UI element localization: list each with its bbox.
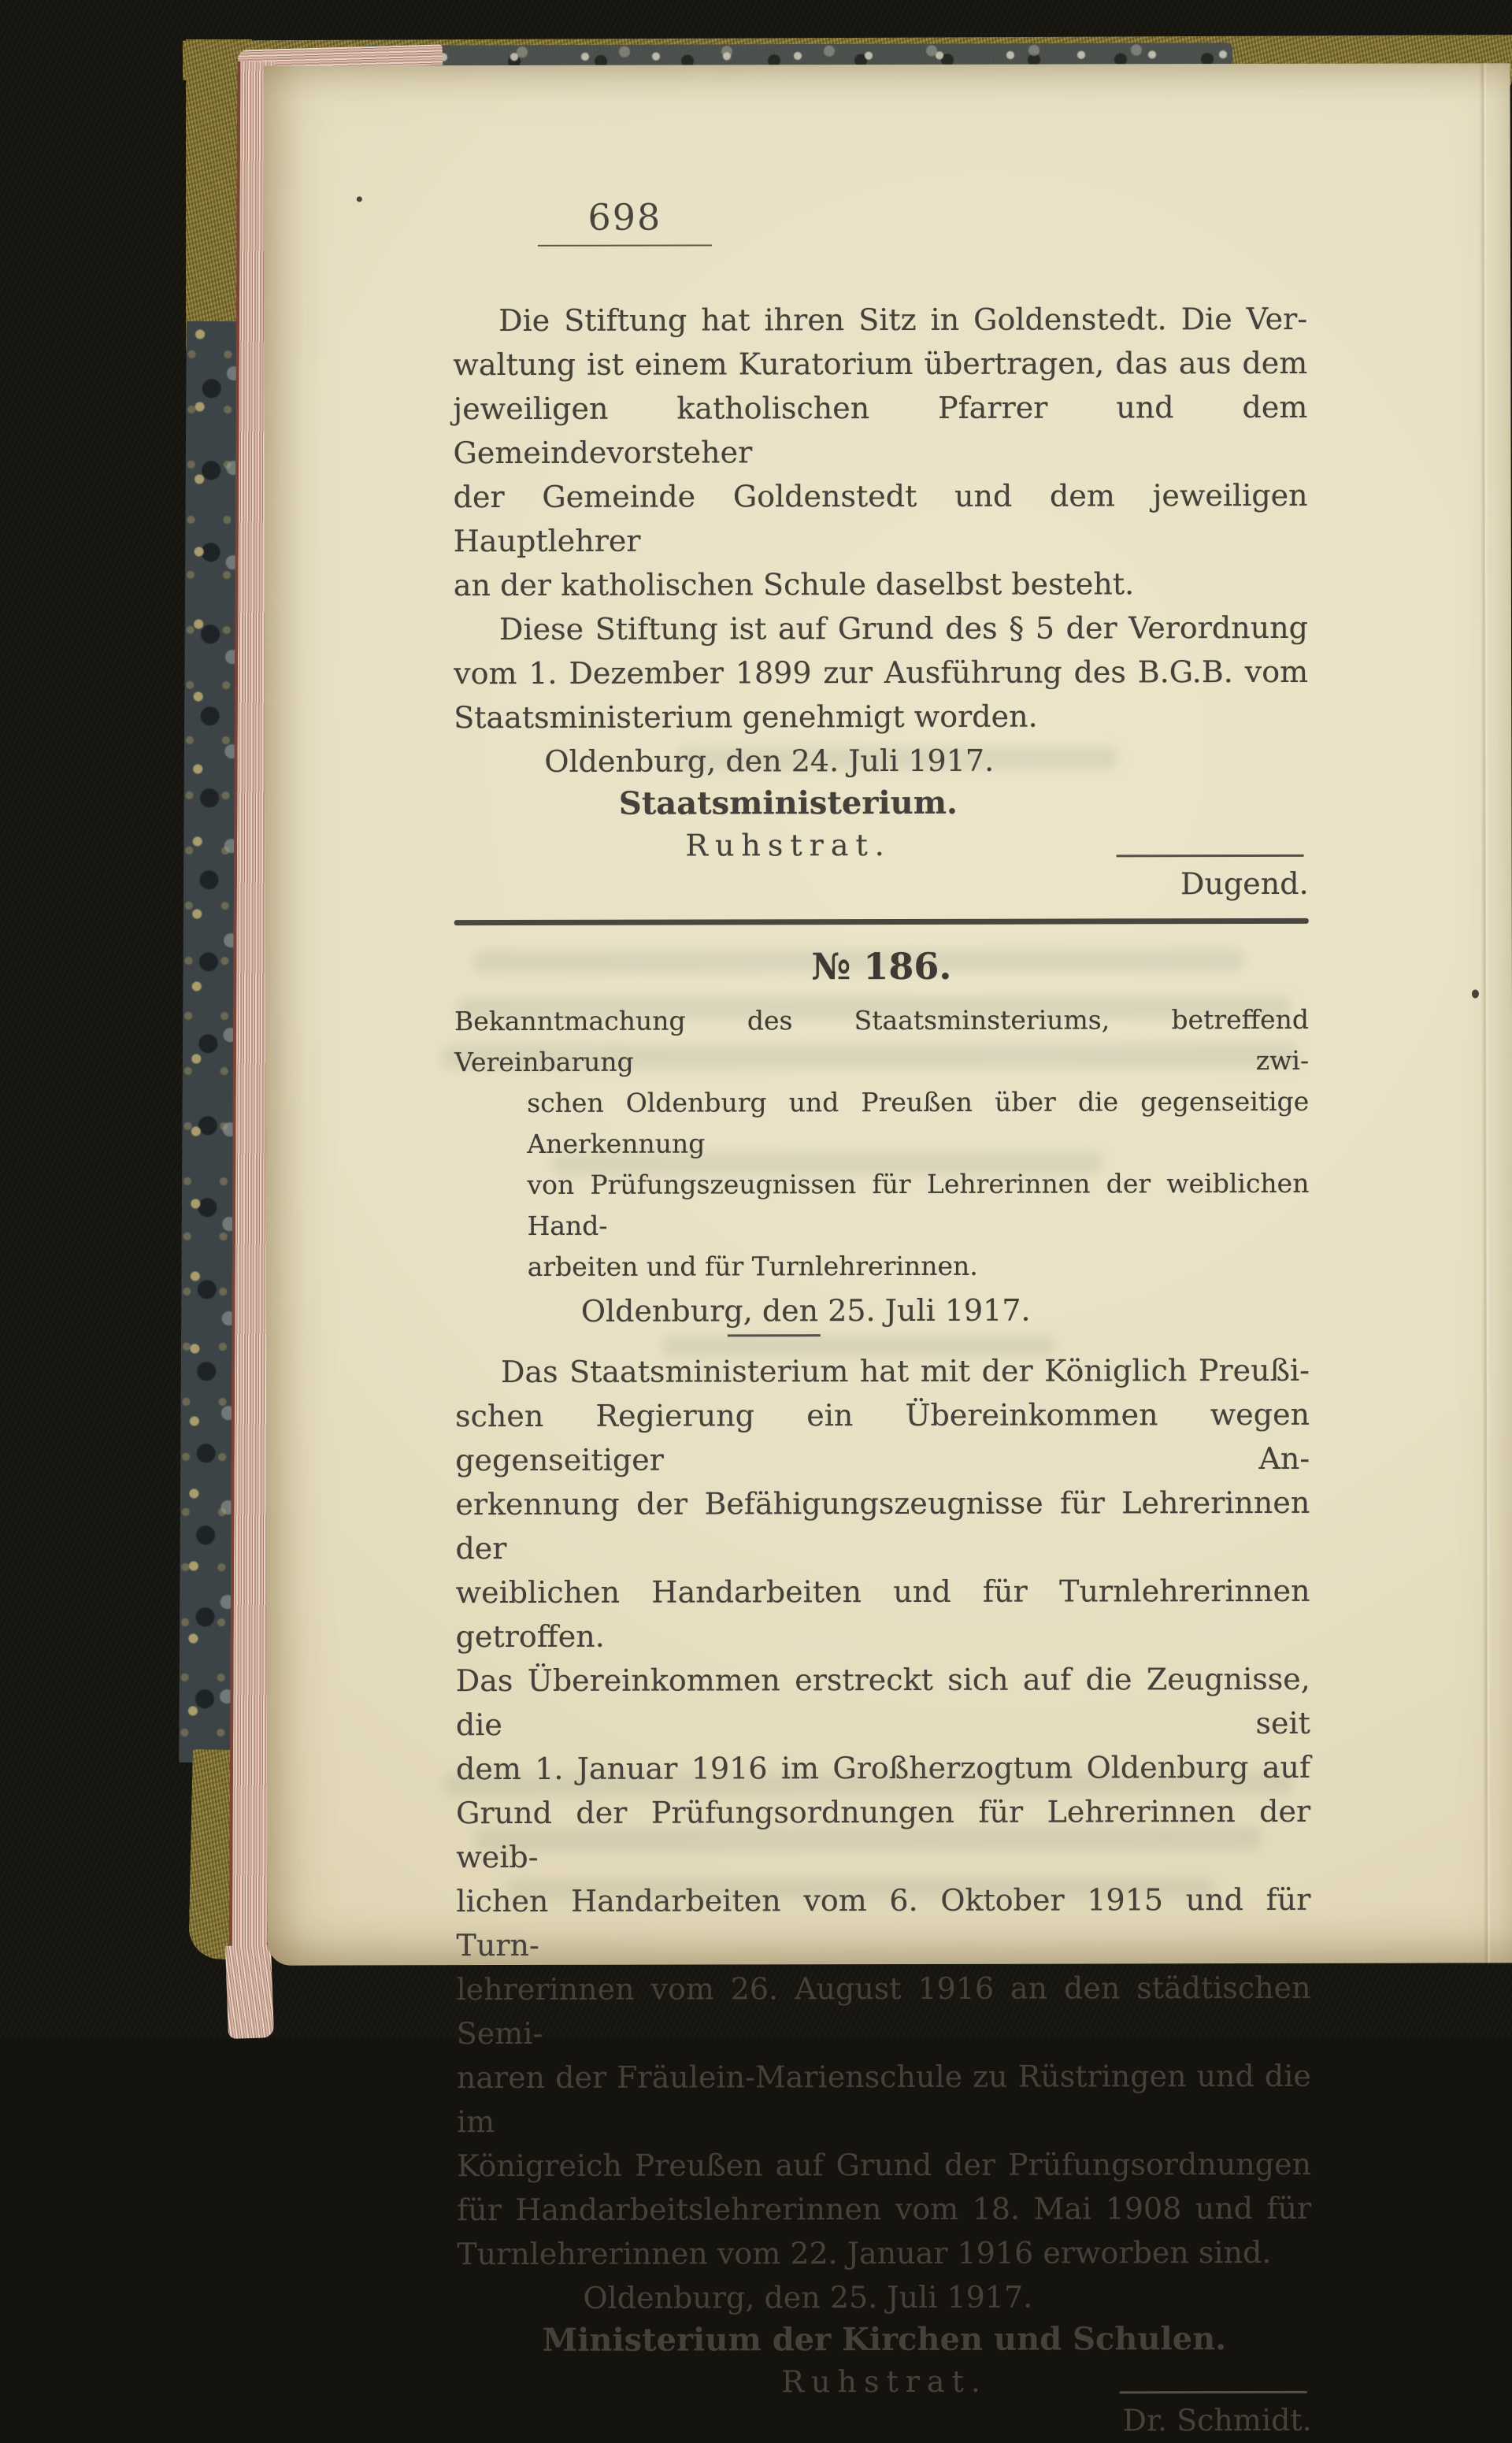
text-line: naren der Fräulein-Marienschule zu Rüstringen und die im <box>456 2058 1311 2140</box>
text-line: dem 1. Januar 1916 im Großherzogtum Oldenburg auf <box>455 1749 1311 1787</box>
text-line: lichen Handarbeiten vom 6. Oktober 1915 und für Turn- <box>456 1881 1311 1963</box>
text-line: Turnlehrerinnen vom 22. Januar 1916 erworben sind. <box>457 2234 1272 2272</box>
dateline-25-juli-b: Oldenburg, den 25. Juli 1917. <box>583 2279 1033 2315</box>
text-line: Das Staatsministerium hat mit der Königlich Preußi- <box>500 1352 1310 1390</box>
signature-name-1: Ruhstrat. <box>685 827 891 863</box>
signature-ministry-1: Staatsministerium. <box>618 784 958 822</box>
page-number: 698 <box>587 195 662 239</box>
text-line: schen Oldenburg und Preußen über die gegenseitige Anerkennung <box>527 1085 1310 1159</box>
text-line: Königreich Preußen auf Grund der Prüfungsordnungen <box>457 2146 1312 2184</box>
countersigner-2: Dr. Schmidt. <box>1122 2402 1312 2438</box>
countersigner-1: Dugend. <box>1180 866 1309 902</box>
text-line: Die Stiftung hat ihren Sitz in Goldenstedt. Die Ver- <box>498 301 1308 339</box>
dateline-24-juli: Oldenburg, den 24. Juli 1917. <box>544 743 995 779</box>
text-line: erkennung der Befähigungszeugnisse für Lehrerinnen der <box>455 1485 1310 1566</box>
text-line: arbeiten und für Turnlehrerinnen. <box>527 1250 978 1282</box>
text-line: für Handarbeitslehrerinnen vom 18. Mai 1908 und für <box>457 2190 1312 2228</box>
notice-number: № 186. <box>811 944 952 988</box>
text-line: schen Regierung ein Übereinkommen wegen gegenseitiger An- <box>455 1396 1310 1478</box>
text-line: von Prüfungszeugnissen für Lehrerinnen der weiblichen Hand- <box>527 1167 1310 1241</box>
text-line: waltung ist einem Kuratorium übertragen, das aus dem <box>453 345 1308 383</box>
section-divider-rule <box>454 918 1309 925</box>
book-page <box>263 63 1512 2438</box>
text-column <box>453 297 1312 2442</box>
signature-ministry-2: Ministerium der Kirchen und Schulen. <box>542 2320 1227 2359</box>
dateline-25-juli-a: Oldenburg, den 25. Juli 1917. <box>580 1292 1031 1329</box>
text-line: Staatsministerium genehmigt worden. <box>454 699 1038 736</box>
text-line: jeweiligen katholischen Pfarrer und dem Gemeindevorsteher <box>453 389 1308 471</box>
signature-rule <box>1120 2391 1307 2393</box>
paragraph-stiftung <box>453 297 1308 740</box>
page-number-header <box>538 195 712 246</box>
text-line: vom 1. Dezember 1899 zur Ausführung des B.G.B. vom <box>454 654 1309 691</box>
text-line: Bekanntmachung des Staatsminsteriums, betreffend Vereinbarung zwi- <box>454 1003 1310 1078</box>
text-line: der Gemeinde Goldenstedt und dem jeweiligen Hauptlehrer <box>453 477 1308 559</box>
short-center-rule <box>728 1334 821 1336</box>
text-line: Das Übereinkommen erstreckt sich auf die Zeugnisse, die seit <box>455 1661 1310 1743</box>
text-line: Diese Stiftung ist auf Grund des § 5 der Verordnung <box>498 610 1309 647</box>
signature-name-2: Ruhstrat. <box>781 2363 988 2400</box>
text-line: Grund der Prüfungsordnungen für Lehrerinnen der weib- <box>456 1793 1311 1875</box>
text-line: weiblichen Handarbeiten und für Turnlehrerinnen getroffen. <box>455 1573 1310 1655</box>
paragraph-agreement <box>455 1348 1311 2276</box>
text-line: lehrerinnen vom 26. August 1916 an den städtischen Semi- <box>456 1970 1311 2052</box>
notice-heading <box>454 999 1310 1288</box>
text-line: an der katholischen Schule daselbst besteht. <box>453 566 1135 603</box>
